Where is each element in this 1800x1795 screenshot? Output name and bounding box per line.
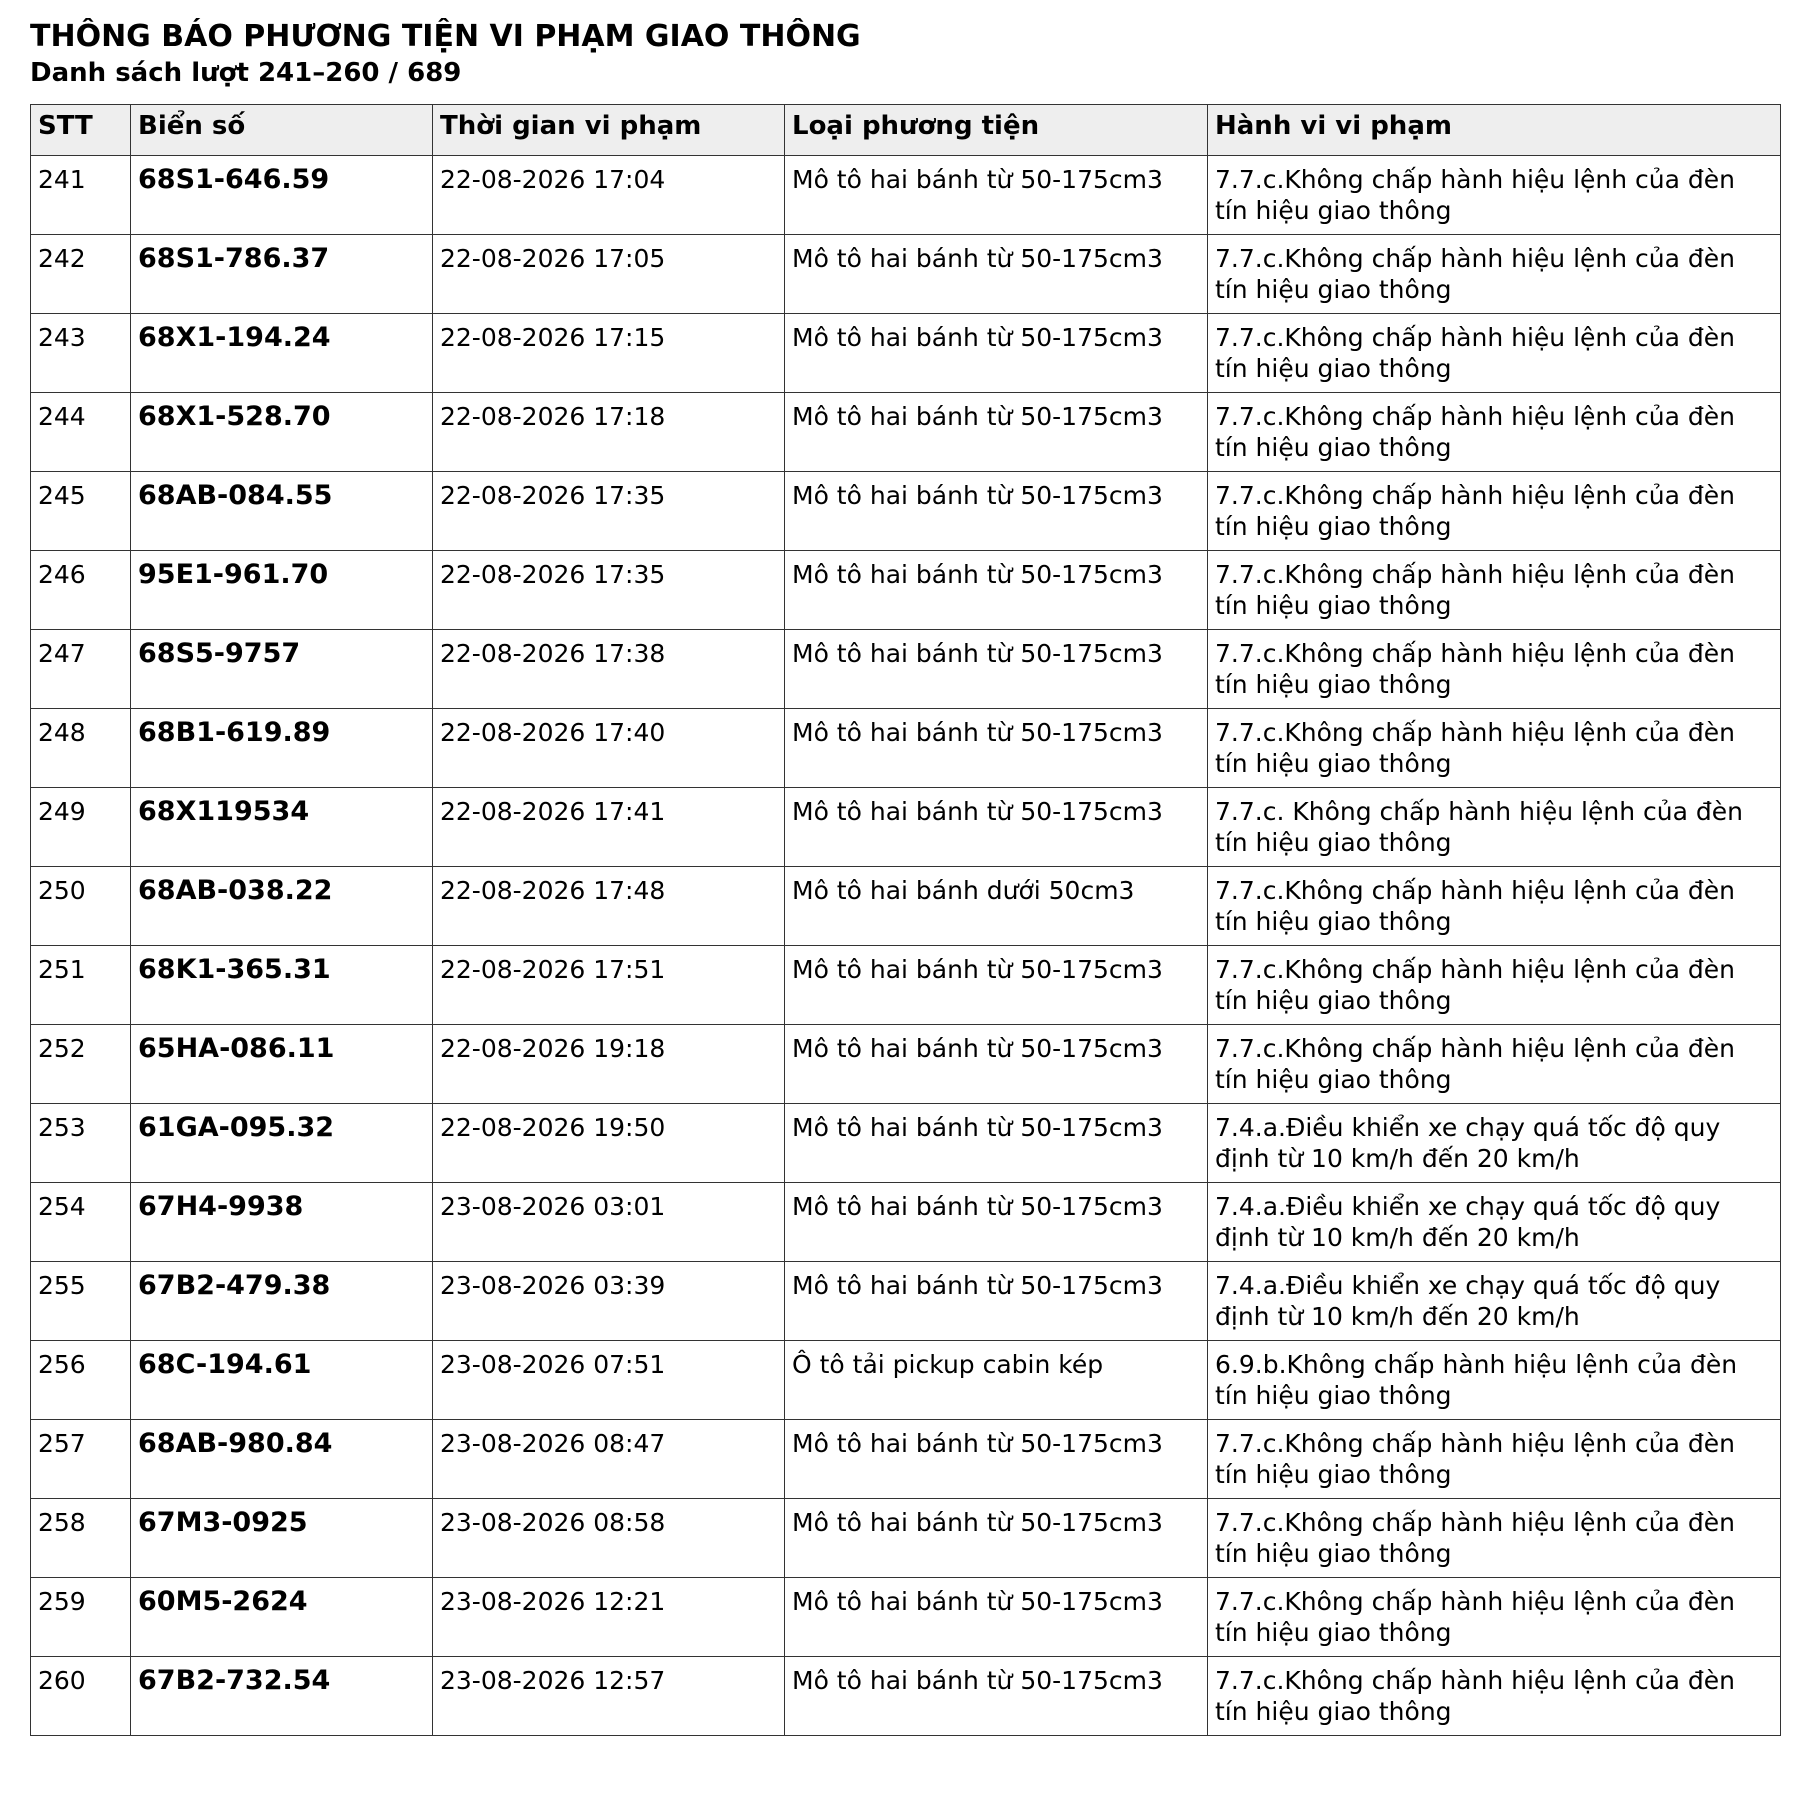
cell-vehicle: Mô tô hai bánh từ 50-175cm3	[785, 709, 1208, 788]
cell-vehicle: Mô tô hai bánh từ 50-175cm3	[785, 1499, 1208, 1578]
cell-plate: 60M5-2624	[131, 1578, 433, 1657]
cell-stt: 242	[31, 235, 131, 314]
page-title: THÔNG BÁO PHƯƠNG TIỆN VI PHẠM GIAO THÔNG	[30, 19, 861, 54]
table-body	[31, 156, 1781, 1736]
cell-vehicle: Ô tô tải pickup cabin kép	[785, 1341, 1208, 1420]
column-header-violation: Hành vi vi phạm	[1208, 105, 1781, 156]
table-row	[31, 946, 1781, 1025]
cell-stt: 255	[31, 1262, 131, 1341]
table-row	[31, 1025, 1781, 1104]
table-row	[31, 551, 1781, 630]
table-row	[31, 1341, 1781, 1420]
cell-violation: 7.7.c.Không chấp hành hiệu lệnh của đèn tín hiệu giao thông	[1208, 630, 1781, 709]
column-header-time: Thời gian vi phạm	[433, 105, 785, 156]
cell-stt: 252	[31, 1025, 131, 1104]
table-row	[31, 1578, 1781, 1657]
page-subtitle: Danh sách lượt 241–260 / 689	[30, 58, 462, 88]
cell-stt: 253	[31, 1104, 131, 1183]
column-header-stt: STT	[31, 105, 131, 156]
cell-vehicle: Mô tô hai bánh từ 50-175cm3	[785, 946, 1208, 1025]
table-row	[31, 1183, 1781, 1262]
cell-plate: 68AB-084.55	[131, 472, 433, 551]
cell-violation: 7.7.c.Không chấp hành hiệu lệnh của đèn tín hiệu giao thông	[1208, 1578, 1781, 1657]
cell-plate: 67M3-0925	[131, 1499, 433, 1578]
table-row	[31, 1499, 1781, 1578]
header-row	[31, 105, 1781, 156]
cell-time: 22-08-2026 17:40	[433, 709, 785, 788]
cell-violation: 7.7.c.Không chấp hành hiệu lệnh của đèn tín hiệu giao thông	[1208, 867, 1781, 946]
cell-plate: 95E1-961.70	[131, 551, 433, 630]
cell-vehicle: Mô tô hai bánh từ 50-175cm3	[785, 156, 1208, 235]
cell-vehicle: Mô tô hai bánh từ 50-175cm3	[785, 1420, 1208, 1499]
cell-violation: 7.7.c.Không chấp hành hiệu lệnh của đèn tín hiệu giao thông	[1208, 472, 1781, 551]
cell-stt: 260	[31, 1657, 131, 1736]
table-row	[31, 1262, 1781, 1341]
cell-time: 22-08-2026 19:50	[433, 1104, 785, 1183]
cell-vehicle: Mô tô hai bánh từ 50-175cm3	[785, 1183, 1208, 1262]
cell-vehicle: Mô tô hai bánh từ 50-175cm3	[785, 788, 1208, 867]
cell-stt: 258	[31, 1499, 131, 1578]
cell-plate: 68AB-980.84	[131, 1420, 433, 1499]
cell-stt: 248	[31, 709, 131, 788]
column-header-plate: Biển số	[131, 105, 433, 156]
cell-plate: 68AB-038.22	[131, 867, 433, 946]
cell-plate: 68X1-528.70	[131, 393, 433, 472]
cell-time: 22-08-2026 17:15	[433, 314, 785, 393]
cell-vehicle: Mô tô hai bánh từ 50-175cm3	[785, 235, 1208, 314]
cell-plate: 67B2-479.38	[131, 1262, 433, 1341]
cell-time: 23-08-2026 07:51	[433, 1341, 785, 1420]
cell-time: 23-08-2026 03:01	[433, 1183, 785, 1262]
cell-plate: 68S1-786.37	[131, 235, 433, 314]
cell-stt: 244	[31, 393, 131, 472]
cell-time: 22-08-2026 17:48	[433, 867, 785, 946]
cell-vehicle: Mô tô hai bánh từ 50-175cm3	[785, 551, 1208, 630]
cell-plate: 67H4-9938	[131, 1183, 433, 1262]
cell-plate: 68S5-9757	[131, 630, 433, 709]
cell-vehicle: Mô tô hai bánh từ 50-175cm3	[785, 1025, 1208, 1104]
cell-violation: 7.4.a.Điều khiển xe chạy quá tốc độ quy định từ 10 km/h đến 20 km/h	[1208, 1104, 1781, 1183]
cell-stt: 243	[31, 314, 131, 393]
cell-violation: 7.4.a.Điều khiển xe chạy quá tốc độ quy định từ 10 km/h đến 20 km/h	[1208, 1262, 1781, 1341]
cell-violation: 7.7.c.Không chấp hành hiệu lệnh của đèn tín hiệu giao thông	[1208, 946, 1781, 1025]
cell-stt: 249	[31, 788, 131, 867]
cell-time: 22-08-2026 17:35	[433, 551, 785, 630]
cell-violation: 7.7.c.Không chấp hành hiệu lệnh của đèn tín hiệu giao thông	[1208, 709, 1781, 788]
table-row	[31, 472, 1781, 551]
table-row	[31, 1420, 1781, 1499]
cell-time: 22-08-2026 17:18	[433, 393, 785, 472]
cell-vehicle: Mô tô hai bánh từ 50-175cm3	[785, 393, 1208, 472]
cell-stt: 254	[31, 1183, 131, 1262]
cell-vehicle: Mô tô hai bánh từ 50-175cm3	[785, 314, 1208, 393]
table-row	[31, 156, 1781, 235]
cell-vehicle: Mô tô hai bánh từ 50-175cm3	[785, 630, 1208, 709]
cell-violation: 7.7.c. Không chấp hành hiệu lệnh của đèn tín hiệu giao thông	[1208, 788, 1781, 867]
cell-time: 22-08-2026 17:04	[433, 156, 785, 235]
cell-plate: 68K1-365.31	[131, 946, 433, 1025]
cell-vehicle: Mô tô hai bánh từ 50-175cm3	[785, 472, 1208, 551]
cell-time: 22-08-2026 17:35	[433, 472, 785, 551]
cell-plate: 68S1-646.59	[131, 156, 433, 235]
cell-stt: 251	[31, 946, 131, 1025]
cell-vehicle: Mô tô hai bánh từ 50-175cm3	[785, 1262, 1208, 1341]
cell-vehicle: Mô tô hai bánh từ 50-175cm3	[785, 1104, 1208, 1183]
cell-stt: 246	[31, 551, 131, 630]
table-row	[31, 867, 1781, 946]
cell-violation: 7.7.c.Không chấp hành hiệu lệnh của đèn tín hiệu giao thông	[1208, 1657, 1781, 1736]
cell-stt: 257	[31, 1420, 131, 1499]
cell-plate: 67B2-732.54	[131, 1657, 433, 1736]
cell-plate: 68C-194.61	[131, 1341, 433, 1420]
cell-time: 23-08-2026 12:57	[433, 1657, 785, 1736]
cell-time: 22-08-2026 17:41	[433, 788, 785, 867]
cell-time: 23-08-2026 03:39	[433, 1262, 785, 1341]
cell-violation: 7.7.c.Không chấp hành hiệu lệnh của đèn tín hiệu giao thông	[1208, 314, 1781, 393]
table-row	[31, 788, 1781, 867]
cell-vehicle: Mô tô hai bánh từ 50-175cm3	[785, 1657, 1208, 1736]
cell-stt: 259	[31, 1578, 131, 1657]
table-row	[31, 393, 1781, 472]
column-header-vehicle: Loại phương tiện	[785, 105, 1208, 156]
cell-plate: 68B1-619.89	[131, 709, 433, 788]
cell-time: 22-08-2026 17:05	[433, 235, 785, 314]
cell-violation: 7.7.c.Không chấp hành hiệu lệnh của đèn tín hiệu giao thông	[1208, 156, 1781, 235]
cell-vehicle: Mô tô hai bánh từ 50-175cm3	[785, 1578, 1208, 1657]
table-row	[31, 314, 1781, 393]
cell-violation: 7.7.c.Không chấp hành hiệu lệnh của đèn tín hiệu giao thông	[1208, 1420, 1781, 1499]
cell-time: 23-08-2026 08:58	[433, 1499, 785, 1578]
cell-plate: 68X1-194.24	[131, 314, 433, 393]
cell-violation: 7.7.c.Không chấp hành hiệu lệnh của đèn tín hiệu giao thông	[1208, 393, 1781, 472]
cell-violation: 7.7.c.Không chấp hành hiệu lệnh của đèn tín hiệu giao thông	[1208, 1025, 1781, 1104]
cell-plate: 61GA-095.32	[131, 1104, 433, 1183]
cell-vehicle: Mô tô hai bánh dưới 50cm3	[785, 867, 1208, 946]
cell-stt: 256	[31, 1341, 131, 1420]
cell-time: 22-08-2026 17:38	[433, 630, 785, 709]
cell-plate: 68X119534	[131, 788, 433, 867]
cell-violation: 7.7.c.Không chấp hành hiệu lệnh của đèn tín hiệu giao thông	[1208, 1499, 1781, 1578]
cell-violation: 7.4.a.Điều khiển xe chạy quá tốc độ quy định từ 10 km/h đến 20 km/h	[1208, 1183, 1781, 1262]
table-row	[31, 235, 1781, 314]
cell-stt: 241	[31, 156, 131, 235]
cell-time: 22-08-2026 17:51	[433, 946, 785, 1025]
cell-stt: 247	[31, 630, 131, 709]
table-row	[31, 709, 1781, 788]
cell-time: 23-08-2026 12:21	[433, 1578, 785, 1657]
cell-stt: 245	[31, 472, 131, 551]
cell-time: 23-08-2026 08:47	[433, 1420, 785, 1499]
table-header	[31, 105, 1781, 156]
cell-violation: 6.9.b.Không chấp hành hiệu lệnh của đèn tín hiệu giao thông	[1208, 1341, 1781, 1420]
cell-stt: 250	[31, 867, 131, 946]
cell-time: 22-08-2026 19:18	[433, 1025, 785, 1104]
cell-violation: 7.7.c.Không chấp hành hiệu lệnh của đèn tín hiệu giao thông	[1208, 551, 1781, 630]
table-row	[31, 1104, 1781, 1183]
table-row	[31, 1657, 1781, 1736]
cell-plate: 65HA-086.11	[131, 1025, 433, 1104]
violations-table	[30, 104, 1781, 1736]
cell-violation: 7.7.c.Không chấp hành hiệu lệnh của đèn tín hiệu giao thông	[1208, 235, 1781, 314]
table-row	[31, 630, 1781, 709]
